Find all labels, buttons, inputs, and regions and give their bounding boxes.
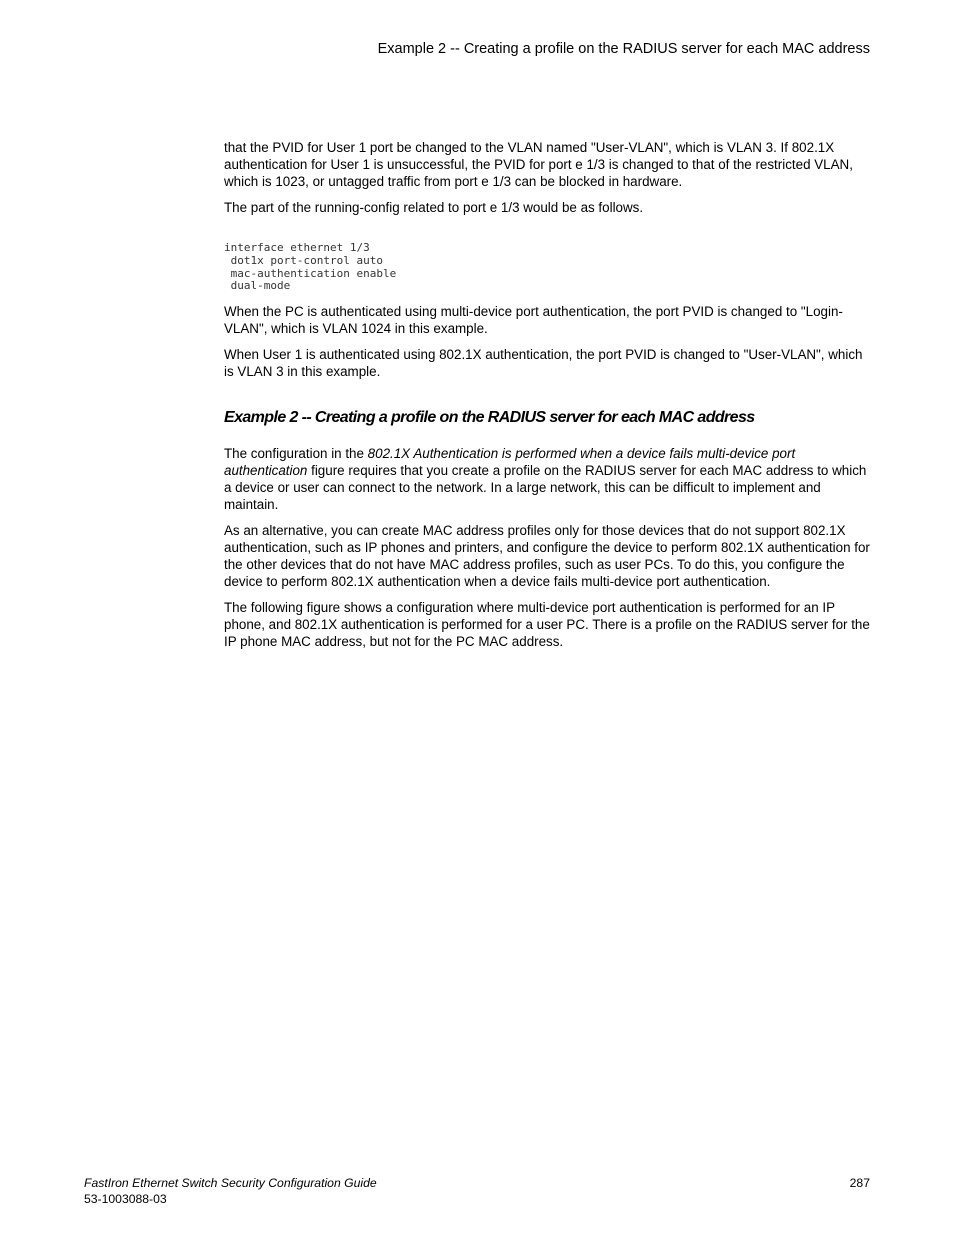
- code-line: mac-authentication enable: [224, 266, 397, 280]
- paragraph-pvid-change: that the PVID for User 1 port be changed to the VLAN named "User-VLAN", which is VLAN 3. If 802.1X authentication for User 1 is unsuccessful, the PVID for port e 1/3 is changed to that of the restricted VLAN, which is 1023, or untagged traffic from port e 1/3 can be blocked in hardware.: [224, 140, 853, 189]
- paragraph-user1-authenticated: When User 1 is authenticated using 802.1X authentication, the port PVID is changed to "User-VLAN", which is VLAN 3 in this example.: [224, 347, 863, 380]
- code-line: interface ethernet 1/3: [224, 241, 370, 254]
- footer-doc-number: 53-1003088-03: [84, 1192, 167, 1206]
- paragraph-configuration-figure: [224, 445, 874, 513]
- footer-doc-title: FastIron Ethernet Switch Security Configuration Guide: [84, 1176, 377, 1190]
- page-content: [224, 139, 874, 659]
- section-heading: Example 2 -- Creating a profile on the RADIUS server for each MAC address: [224, 409, 755, 427]
- paragraph-following-figure: The following figure shows a configuration where multi-device port authentication is performed for an IP phone, and 802.1X authentication is performed for a user PC. There is a profile on the RADIUS server for the IP phone MAC address, but not for the PC MAC address.: [224, 600, 870, 650]
- paragraph-text: The configuration in the: [224, 446, 368, 462]
- paragraph-running-config-intro: The part of the running-config related to port e 1/3 would be as follows.: [224, 200, 644, 215]
- code-line: dot1x port-control auto: [224, 253, 383, 267]
- running-header: Example 2 -- Creating a profile on the RADIUS server for each MAC address: [377, 41, 870, 57]
- paragraph-text: figure requires that you create a profile on the RADIUS server for each MAC address to which a device or user can connect to the network. In a large network, this can be difficult to implement and maintain.: [224, 463, 867, 513]
- paragraph-alternative: As an alternative, you can create MAC address profiles only for those devices that do not support 802.1X authentication, such as IP phones and printers, and configure the device to perform 802.1X authentication for the other devices that do not have MAC address profiles, such as user PCs. To do this, you configure the device to perform 802.1X authentication when a device fails multi-device port authentication.: [224, 523, 870, 590]
- code-block-running-config: [224, 242, 874, 293]
- figure-reference: 802.1X Authentication is performed when a device fails multi-device port authentication: [224, 446, 796, 479]
- paragraph-pc-authenticated: When the PC is authenticated using multi-device port authentication, the port PVID is changed to "Login-VLAN", which is VLAN 1024 in this example.: [224, 304, 843, 337]
- footer-page-number: 287: [849, 1176, 870, 1190]
- footer-document-info: [84, 1175, 377, 1207]
- code-line: dual-mode: [224, 279, 291, 293]
